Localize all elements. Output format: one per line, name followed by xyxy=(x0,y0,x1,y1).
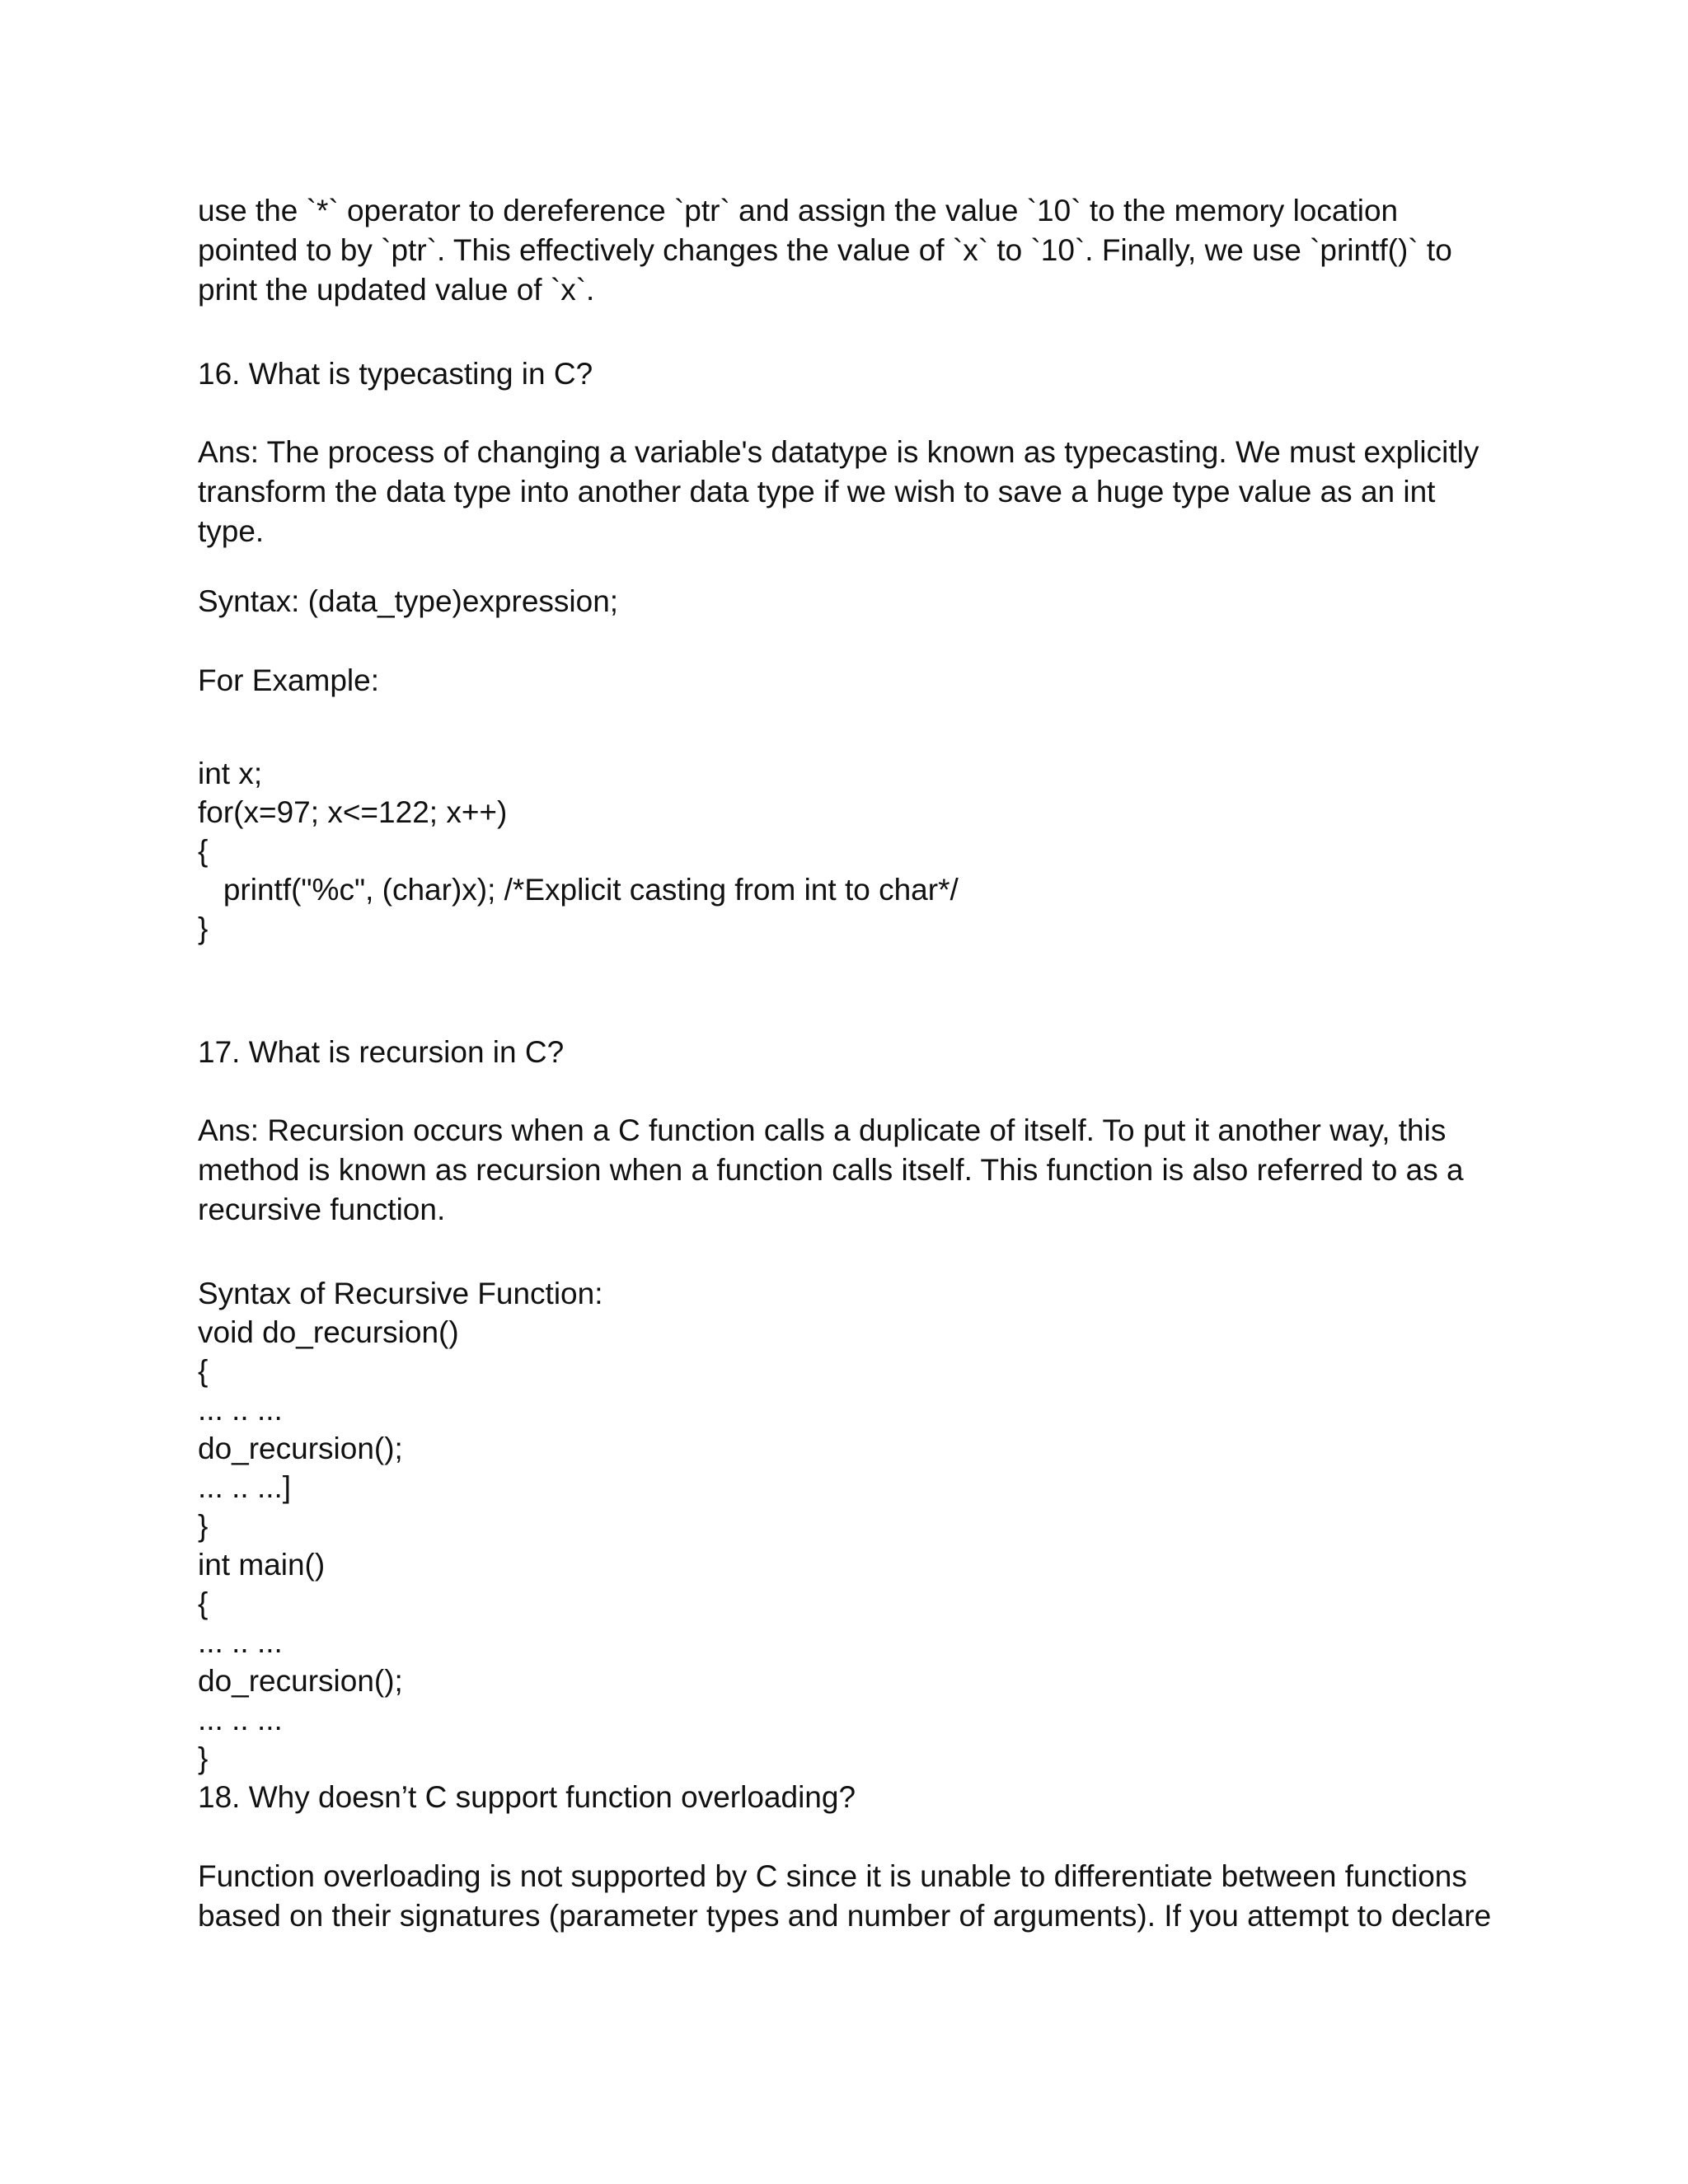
code-line: do_recursion(); xyxy=(198,1432,403,1465)
code-line: int x; xyxy=(198,757,263,790)
question-heading-17: 17. What is recursion in C? xyxy=(198,1035,565,1069)
code-line: printf("%c", (char)x); /*Explicit casting from int to char*/ xyxy=(198,873,959,907)
syntax-heading: Syntax of Recursive Function: xyxy=(198,1277,603,1310)
code-line: } xyxy=(198,1741,209,1775)
paragraph-line: print the updated value of `x`. xyxy=(198,273,595,307)
paragraph-line: Function overloading is not supported by C since it is unable to differentiate between functions xyxy=(198,1859,1467,1893)
code-line: } xyxy=(198,1509,209,1543)
code-line: void do_recursion() xyxy=(198,1315,459,1349)
code-line: { xyxy=(198,1354,209,1388)
code-line: do_recursion(); xyxy=(198,1664,403,1698)
answer-line: recursive function. xyxy=(198,1193,446,1226)
answer-line: method is known as recursion when a function calls itself. This function is also referred to as a xyxy=(198,1153,1464,1187)
code-line: ... .. ...] xyxy=(198,1470,292,1504)
paragraph-line: based on their signatures (parameter types and number of arguments). If you attempt to declare xyxy=(198,1899,1492,1933)
code-line: for(x=97; x<=122; x++) xyxy=(198,795,508,829)
code-line: ... .. ... xyxy=(198,1393,283,1427)
code-line: } xyxy=(198,912,209,945)
code-line: ... .. ... xyxy=(198,1625,283,1659)
paragraph-line: use the `*` operator to dereference `ptr` and assign the value `10` to the memory location xyxy=(198,194,1399,227)
example-label: For Example: xyxy=(198,663,380,697)
code-line: ... .. ... xyxy=(198,1703,283,1736)
code-line: int main() xyxy=(198,1548,326,1582)
question-heading-18: 18. Why doesn’t C support function overloading? xyxy=(198,1780,856,1814)
code-line: { xyxy=(198,1586,209,1620)
answer-line: Ans: The process of changing a variable's datatype is known as typecasting. We must explicitly xyxy=(198,435,1479,469)
answer-line: Ans: Recursion occurs when a C function calls a duplicate of itself. To put it another way, this xyxy=(198,1113,1447,1147)
syntax-line: Syntax: (data_type)expression; xyxy=(198,584,619,618)
answer-line: transform the data type into another data type if we wish to save a huge type value as an int xyxy=(198,475,1436,509)
answer-line: type. xyxy=(198,514,265,548)
paragraph-line: pointed to by `ptr`. This effectively changes the value of `x` to `10`. Finally, we use `printf()` to xyxy=(198,233,1452,267)
question-heading-16: 16. What is typecasting in C? xyxy=(198,357,593,391)
code-line: { xyxy=(198,834,209,868)
